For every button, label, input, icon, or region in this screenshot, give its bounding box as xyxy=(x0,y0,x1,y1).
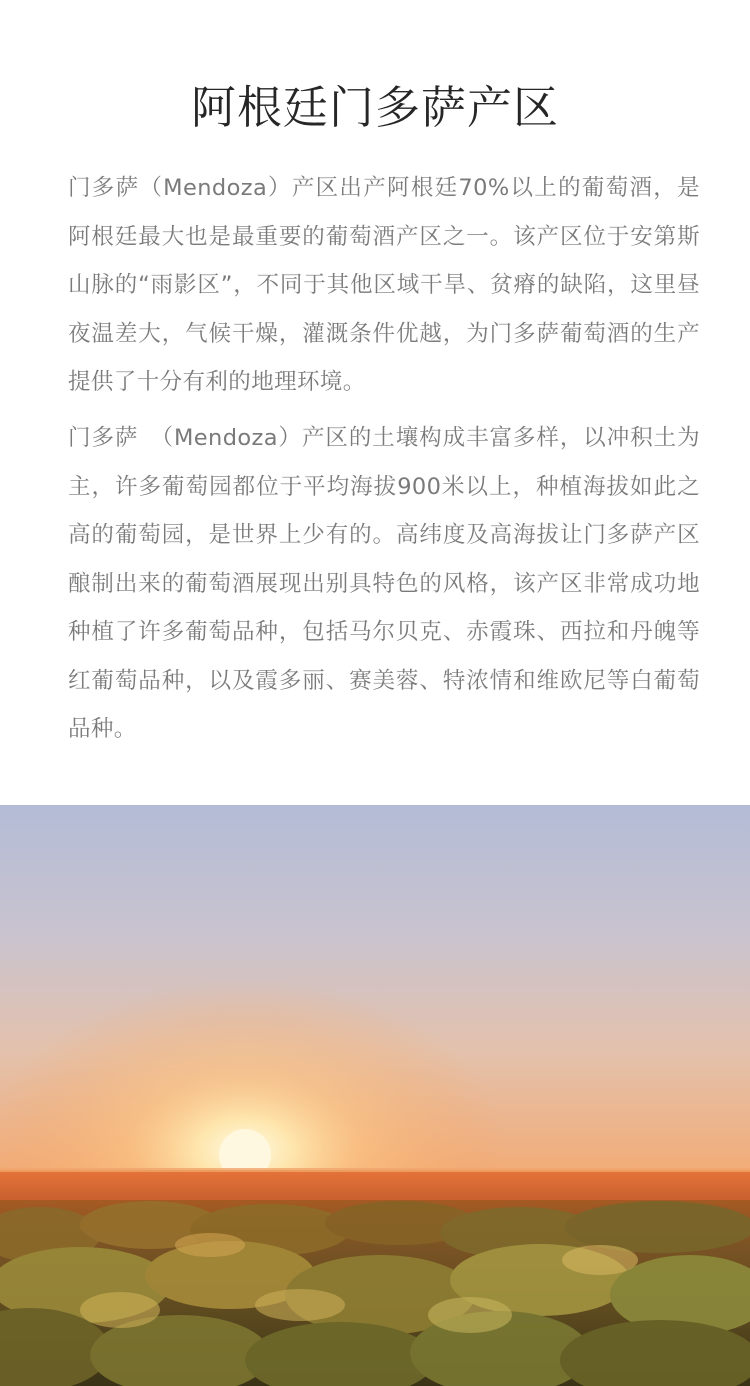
page-title: 阿根廷门多萨产区 xyxy=(190,81,559,134)
vineyard-sunset-photo xyxy=(0,805,750,1386)
vineyard-sunset-illustration xyxy=(0,805,750,1386)
paragraph-soil-varieties: 门多萨 （Mendoza）产区的土壤构成丰富多样，以冲积土为主，许多葡萄园都位于平均海拔900米以上，种植海拔如此之高的葡萄园，是世界上少有的。高纬度及高海拔让门多萨产区酿制出来的葡萄酒展现出别具特色的风格，该产区非常成功地种植了许多葡萄品种，包括马尔贝克、赤霞珠、西拉和丹魄等红葡萄品种，以及霞多丽、赛美蓉、特浓情和维欧尼等白葡萄品种。 xyxy=(68,425,700,742)
paragraph-climate: 门多萨（Mendoza）产区出产阿根廷70%以上的葡萄酒，是阿根廷最大也是最重要的葡萄酒产区之一。该产区位于安第斯山脉的“雨影区”，不同于其他区域干旱、贫瘠的缺陷，这里昼夜温差大，气候干燥，灌溉条件优越，为门多萨葡萄酒的生产提供了十分有利的地理环境。 xyxy=(68,175,700,395)
